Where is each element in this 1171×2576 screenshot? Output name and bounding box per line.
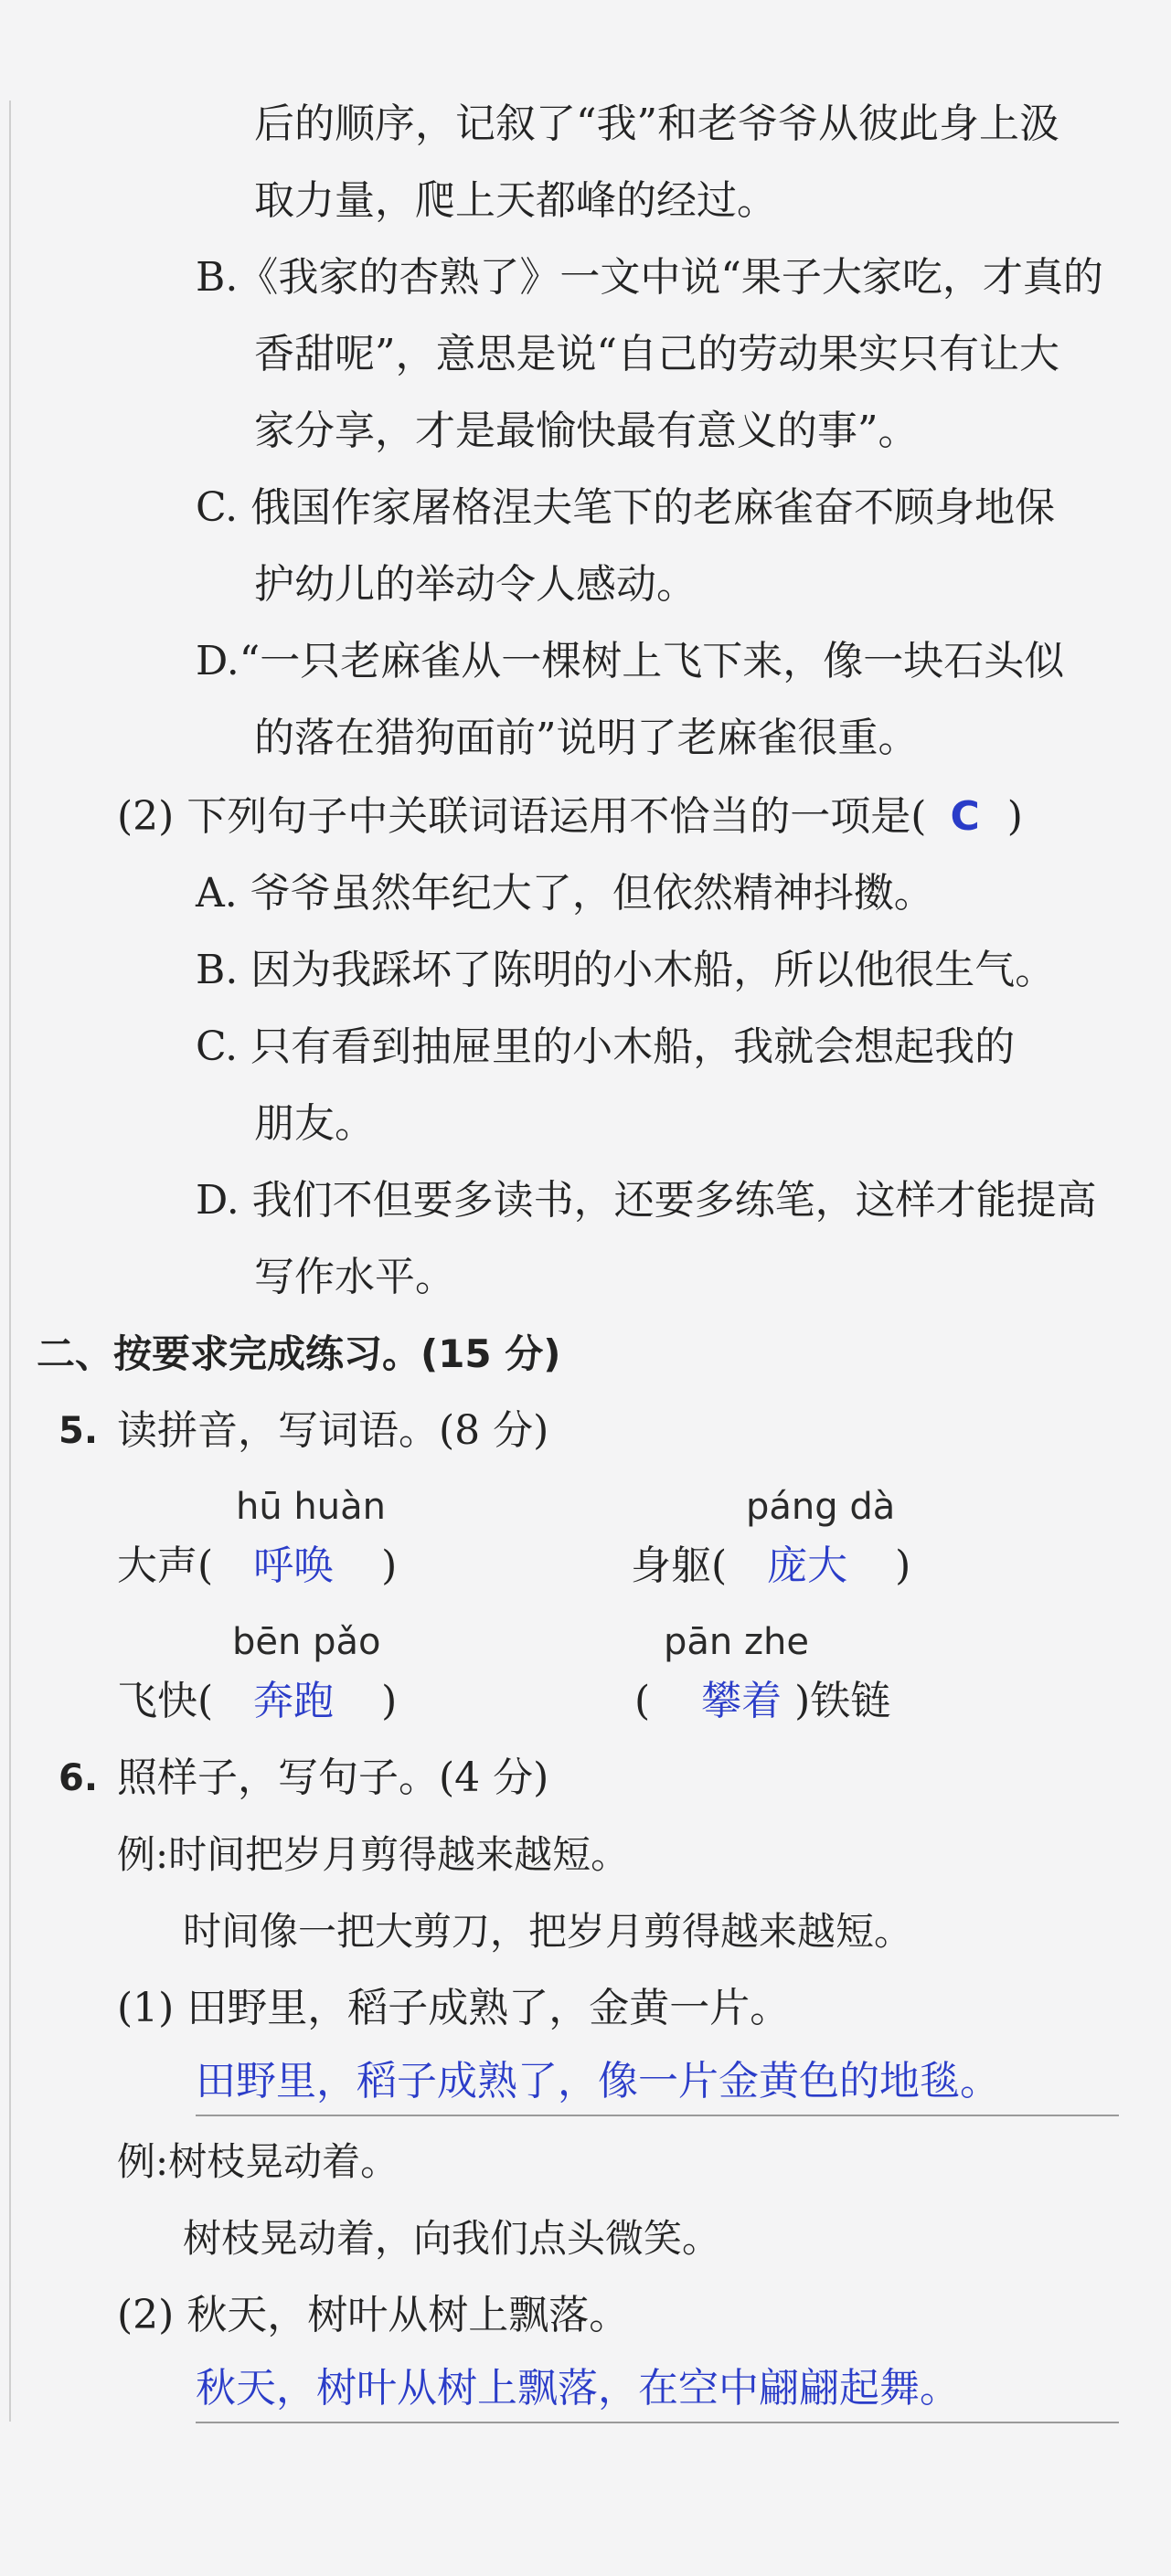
q4-option-b-line2: 香甜呢”，意思是说“自己的劳动果实只有让大 [254,331,1059,377]
q5-item3-pinyin: bēn pǎo [232,1621,381,1663]
section-2-title: 二、按要求完成练习。(15 分) [37,1331,561,1376]
q5-item4 [634,1676,890,1727]
q4-sub2-close: ) [1006,793,1023,840]
margin-line [9,101,11,2422]
q4-sub2-answer: C [950,793,980,840]
q4-sub2-option-b: B. 因为我踩坏了陈明的小木船，所以他很生气。 [196,947,1056,993]
q6-sub1-answer: 田野里，稻子成熟了，像一片金黄色的地毯。 [196,2058,1000,2104]
q4-option-a-line2: 取力量，爬上天都峰的经过。 [254,177,777,224]
q6-example2-text: 树枝晃动着，向我们点头微笑。 [183,2216,721,2261]
q5-item4-answer: 攀着 [701,1678,782,1724]
q4-option-b-line1: B.《我家的杏熟了》一文中说“果子大家吃，才真的 [196,254,1103,301]
q5-item1-pinyin: hū huàn [236,1486,386,1528]
q5-item3-suffix: ) [381,1678,398,1724]
q5-item1 [117,1541,397,1592]
q6-example2-label: 例:树枝晃动着。 [117,2139,399,2184]
q4-option-c-line1: C. 俄国作家屠格涅夫笔下的老麻雀奋不顾身地保 [196,484,1056,531]
q4-option-b-line3: 家分享，才是最愉快最有意义的事”。 [254,408,919,454]
q5-stem: 读拼音，写词语。(8 分) [117,1407,549,1454]
q5-item2-pinyin: páng dà [746,1486,896,1528]
q4-sub2-stem-text: (2) 下列句子中关联词语运用不恰当的一项是( [117,793,927,840]
q5-item3-prefix: 飞快( [117,1678,214,1724]
q6-example1-label: 例:时间把岁月剪得越来越短。 [117,1832,630,1877]
q4-option-c-line2: 护幼儿的举动令人感动。 [254,561,697,608]
q5-number: 5. [59,1410,99,1452]
q5-item4-prefix: ( [634,1678,651,1724]
q4-sub2-option-d-line2: 写作水平。 [254,1254,455,1300]
q5-item2 [631,1541,910,1592]
q5-item2-suffix: ) [895,1542,911,1589]
q5-item1-suffix: ) [381,1542,398,1589]
q5-item4-suffix: )铁链 [794,1678,891,1724]
q5-item3 [117,1676,397,1727]
q6-sub1-prompt: (1) 田野里，稻子成熟了，金黄一片。 [117,1985,791,2031]
q5-item1-prefix: 大声( [117,1542,214,1589]
q6-stem: 照样子，写句子。(4 分) [117,1754,549,1801]
q5-item2-prefix: 身躯( [631,1542,728,1589]
q4-sub2-option-c-line2: 朋友。 [254,1100,375,1147]
q6-sub2-answer-line [196,2422,1119,2423]
q6-sub1-answer-line [196,2115,1119,2116]
q6-example1-text: 时间像一把大剪刀，把岁月剪得越来越短。 [183,1909,913,1954]
q4-option-d-line2: 的落在猎狗面前”说明了老麻雀很重。 [254,715,919,761]
q4-sub2-option-d-line1: D. 我们不但要多读书，还要多练笔，这样才能提高 [196,1177,1097,1224]
q6-sub2-prompt: (2) 秋天，树叶从树上飘落。 [117,2292,630,2338]
q4-sub2-option-a: A. 爷爷虽然年纪大了，但依然精神抖擞。 [196,870,934,917]
q5-item3-answer: 奔跑 [253,1678,335,1724]
q4-option-d-line1: D.“一只老麻雀从一棵树上飞下来，像一块石头似 [196,638,1065,684]
q5-item2-answer: 庞大 [767,1542,848,1589]
q4-sub2-option-c-line1: C. 只有看到抽屉里的小木船，我就会想起我的 [196,1023,1016,1070]
q5-item1-answer: 呼唤 [253,1542,335,1589]
q4-option-a-line1: 后的顺序，记叙了“我”和老爷爷从彼此身上汲 [254,101,1059,147]
q5-item4-pinyin: pān zhe [664,1621,809,1663]
q6-sub2-answer: 秋天，树叶从树上飘落，在空中翩翩起舞。 [196,2365,960,2412]
q6-number: 6. [59,1757,99,1799]
q4-sub2-stem [117,791,1023,843]
